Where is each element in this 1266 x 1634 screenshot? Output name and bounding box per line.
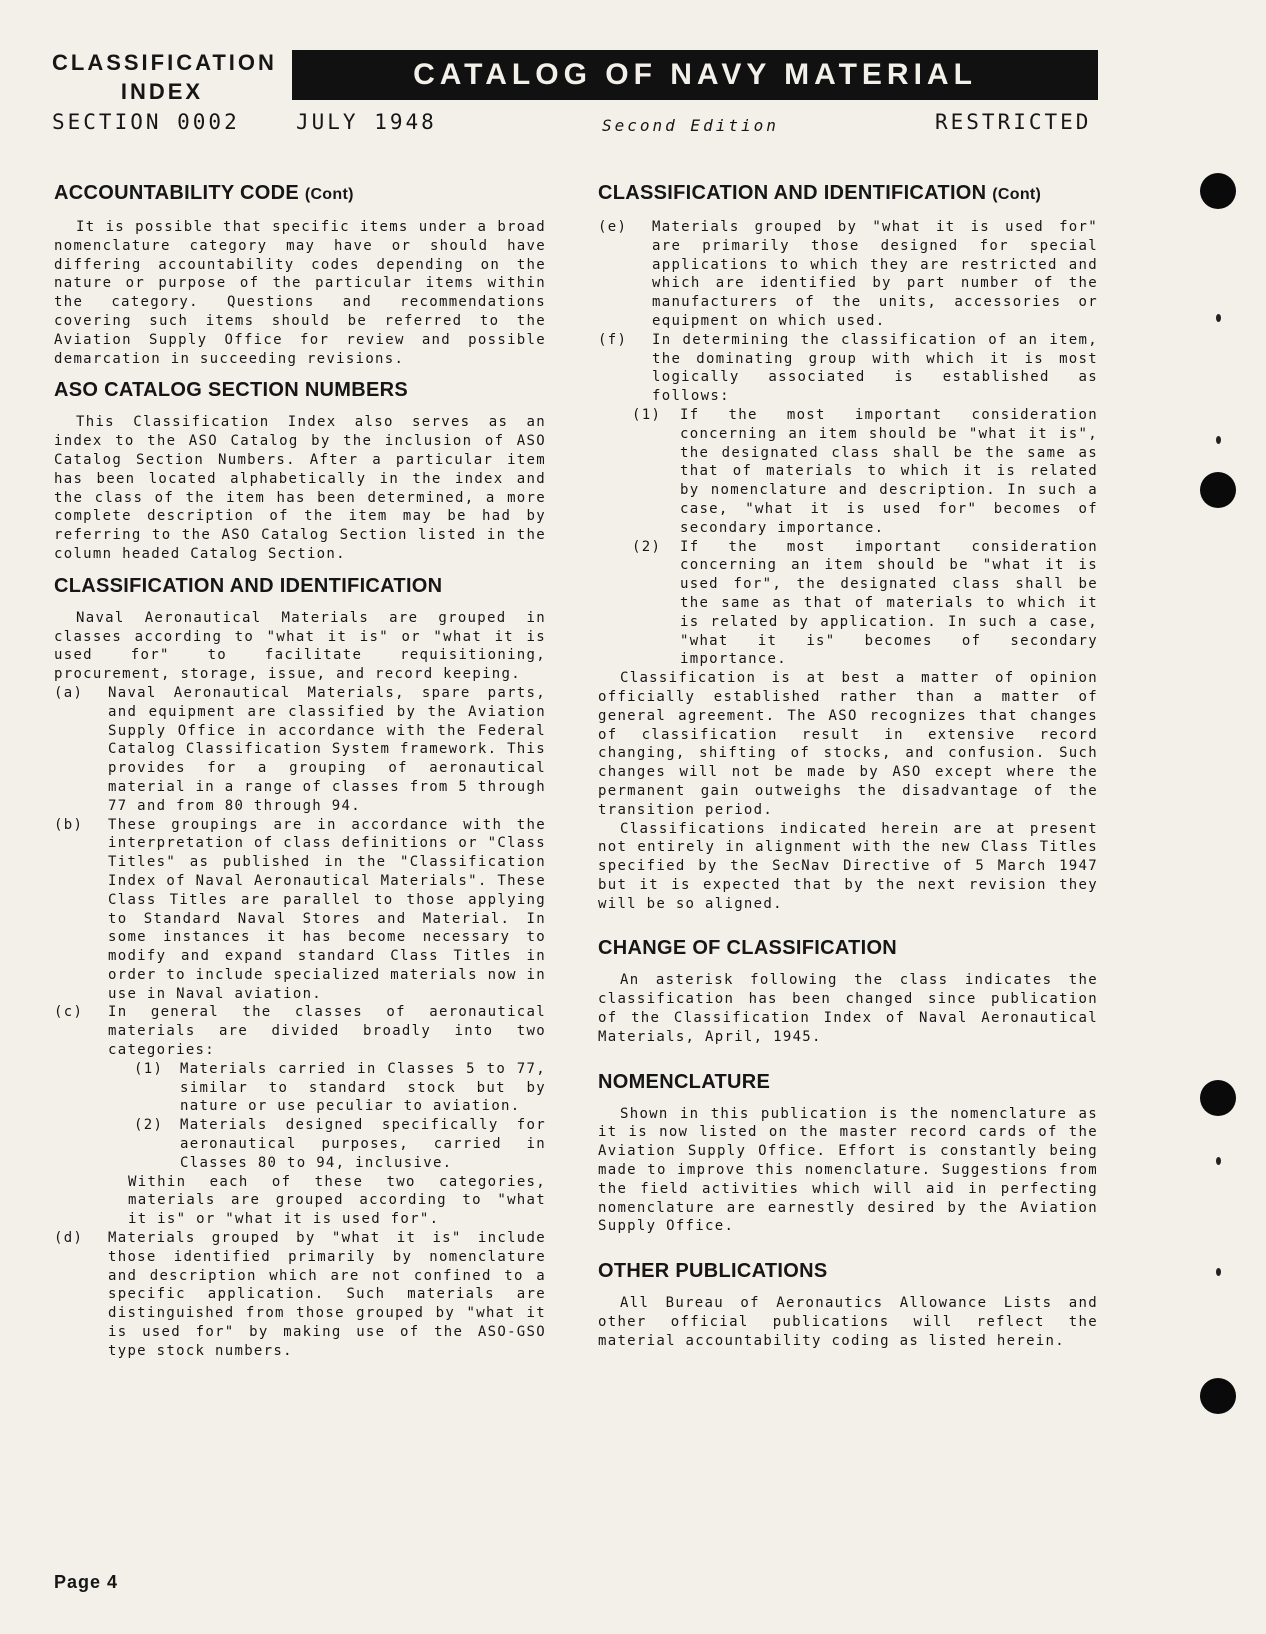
item-label: (f) (598, 331, 628, 348)
classification-opinion-paragraph: Classification is at best a matter of opinion officially established rather than a matter of general agreement. The ASO recognizes that changes of classification result in extensive record changing, shifting of stocks, and confusion. Such changes will not be made by ASO except where the permanent gain outweighs the disadvantage of the transition period. (598, 670, 1098, 818)
item-label: (d) (54, 1230, 84, 1247)
accountability-code-heading: ACCOUNTABILITY CODE (Cont) (54, 182, 354, 204)
category-note: Within each of these two categories, materials are grouped according to "what it is" or "what it is used for". (128, 1173, 546, 1228)
aso-catalog-paragraph: This Classification Index also serves as an index to the ASO Catalog by the inclusion of ASO Catalog Section Numbers. After a particular item has been located alphabetically in the index and the class of the item has been determined, a more complete description of the item may be had by referring to the ASO Catalog Section listed in the column headed Catalog Section. (54, 414, 546, 562)
edition-label: Second Edition (602, 116, 779, 135)
sub-item-label: (1) (134, 1060, 164, 1077)
classification-identification-heading: CLASSIFICATION AND IDENTIFICATION (54, 574, 443, 597)
sub-item-text: If the most important consideration concerning an item should be "what it is used for", the designated class shall be the same as that of materials to which it is related by application. In such a case, "what it is" becomes of secondary importance. (680, 538, 1098, 668)
change-of-classification-paragraph: An asterisk following the class indicates the classification has been changed since publication of the Classification Index of Naval Aeronautical Materials, April, 1945. (598, 972, 1098, 1045)
binder-hole-icon (1200, 173, 1236, 209)
speck-mark-icon (1216, 1268, 1221, 1276)
classification-index-label (52, 48, 277, 106)
index-label: INDEX (120, 79, 204, 104)
binder-hole-icon (1200, 472, 1236, 508)
item-text: Materials grouped by "what it is used for" are primarily those designed for special applications to which they are restricted and which are identified by part number of the manufacturers of the units, accessories or equipment on which used. (652, 219, 1098, 329)
item-text: Materials grouped by "what it is" include those identified primarily by nomenclature and description which are not confined to a specific application. Such materials are distinguished from those grouped by "what it is used for" by making use of the ASO-GSO type stock numbers. (108, 1230, 546, 1359)
sub-item-label: (1) (632, 406, 662, 423)
aso-catalog-heading: ASO CATALOG SECTION NUMBERS (54, 379, 409, 402)
sub-item-c2 (134, 1116, 546, 1172)
sub-item-c1 (134, 1060, 546, 1116)
sub-item-f1 (632, 406, 1098, 538)
sub-item-text: Materials designed specifically for aeronautical purposes, carried in Classes 80 to 94, inclusive. (180, 1117, 546, 1171)
classification-alignment-paragraph: Classifications indicated herein are at present not entirely in alignment with the new Class Titles specified by the SecNav Directive of 5 March 1947 but it is expected that by the next revision they will be so aligned. (598, 820, 1098, 912)
change-of-classification-heading: CHANGE OF CLASSIFICATION (598, 937, 898, 960)
list-item-b (54, 816, 546, 1004)
speck-mark-icon (1216, 314, 1221, 322)
section-number: SECTION 0002 (52, 110, 240, 134)
nomenclature-heading: NOMENCLATURE (598, 1070, 771, 1093)
item-label: (b) (54, 816, 84, 833)
list-item-c (54, 1003, 546, 1229)
sub-item-label: (2) (632, 538, 662, 555)
item-text: Naval Aeronautical Materials, spare parts, and equipment are classified by the Aviation Supply Office in accordance with the Federal Catalog Classification System framework. This provides for a grouping of aeronautical material in a range of classes from 5 through 77 and from 80 through 94. (108, 684, 546, 814)
binder-hole-icon (1200, 1080, 1236, 1116)
sub-item-text: If the most important consideration concerning an item should be "what it is", the designated class shall be the same as that of materials to which it is related by nomenclature and description. In such a case, "what it is used for" becomes of secondary importance. (680, 406, 1098, 536)
classification-intro-paragraph: Naval Aeronautical Materials are grouped in classes according to "what it is" or "what it is used for" to facilitate requisitioning, procurement, storage, issue, and record keeping. (54, 609, 546, 683)
other-publications-paragraph: All Bureau of Aeronautics Allowance Lists and other official publications will reflect the material accountability coding as listed herein. (598, 1295, 1098, 1349)
sub-item-label: (2) (134, 1117, 164, 1134)
security-marking: RESTRICTED (935, 110, 1092, 134)
sub-item-f2 (632, 538, 1098, 670)
nomenclature-paragraph: Shown in this publication is the nomenclature as it is now listed on the master record cards of the Aviation Supply Office. Effort is constantly being made to improve this nomenclature. Suggestions from the field activities which will aid in perfecting nomenclature are earnestly desired by the Aviation Supply Office. (598, 1105, 1098, 1235)
item-label: (a) (54, 684, 84, 701)
classification-label: CLASSIFICATION (52, 50, 277, 75)
list-item-d (54, 1229, 546, 1361)
publication-date: JULY 1948 (296, 110, 437, 134)
left-column (54, 180, 546, 1361)
item-text: These groupings are in accordance with the interpretation of class definitions or "Class Titles" as published in the "Classification Index of Naval Aeronautical Materials". These Class Titles are parallel to those applying to Standard Naval Stores and Material. In some instances it has become necessary to modify and expand standard Class Titles in order to include specialized materials now in use in Naval aviation. (108, 816, 546, 1002)
page-number: Page 4 (54, 1572, 119, 1592)
catalog-title-banner: CATALOG OF NAVY MATERIAL (292, 50, 1098, 100)
right-column (598, 180, 1098, 1360)
list-item-f (598, 331, 1098, 406)
item-text: In general the classes of aeronautical materials are divided broadly into two categories: (108, 1004, 546, 1059)
item-label: (e) (598, 219, 628, 235)
list-item-a (54, 684, 546, 816)
classification-identification-cont-heading: CLASSIFICATION AND IDENTIFICATION (Cont) (598, 182, 1042, 204)
list-item-e (598, 218, 1098, 331)
item-label: (c) (54, 1004, 84, 1021)
speck-mark-icon (1216, 436, 1221, 444)
item-text: In determining the classification of an item, the dominating group with which it is most logically associated is established as follows: (652, 331, 1098, 405)
other-publications-heading: OTHER PUBLICATIONS (598, 1260, 828, 1283)
binder-hole-icon (1200, 1378, 1236, 1414)
sub-item-text: Materials carried in Classes 5 to 77, similar to standard stock but by nature or use peculiar to aviation. (180, 1060, 546, 1115)
accountability-paragraph: It is possible that specific items under a broad nomenclature category may have or should have differing accountability codes depending on the nature or purpose of the particular items within the category. Questions and recommendations covering such items should be referred to the Aviation Supply Office for review and possible demarcation in succeeding revisions. (54, 219, 546, 367)
speck-mark-icon (1216, 1157, 1221, 1165)
